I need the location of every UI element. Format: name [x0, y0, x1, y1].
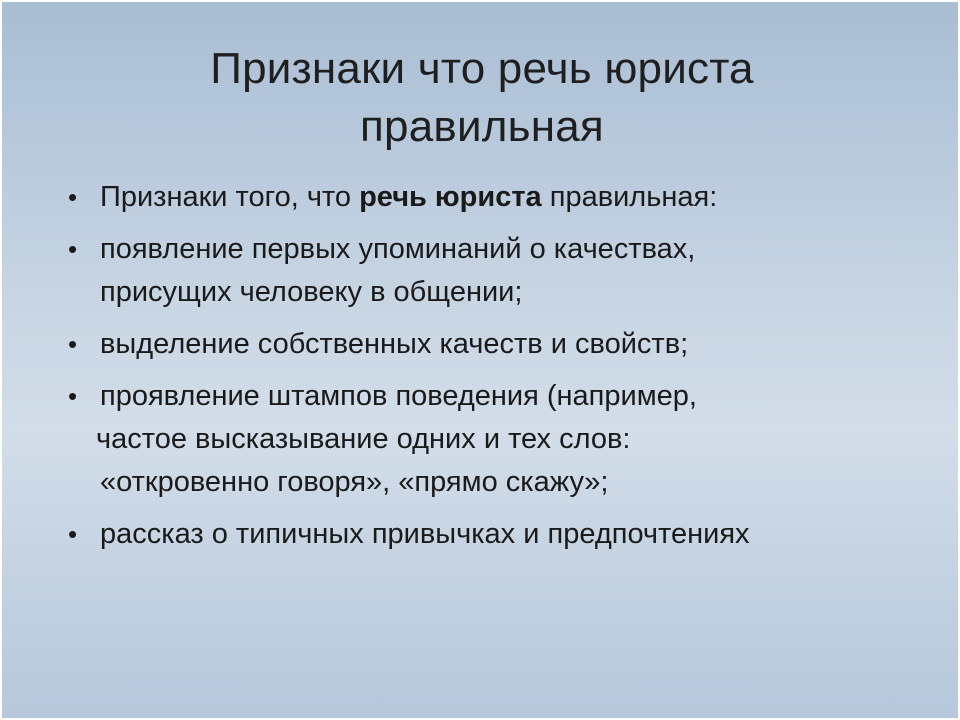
bullet-text-line: проявление штампов поведения (например,	[100, 380, 697, 412]
bullet-item-5	[66, 513, 926, 556]
bullet-text-pre: Признаки того, что	[100, 181, 360, 213]
bullet-item-3	[66, 323, 926, 366]
bullet-text-bold: речь юриста	[359, 181, 542, 213]
bullet-list	[66, 176, 926, 565]
bullet-text-line: появление первых упоминаний о качествах,	[100, 233, 696, 265]
bullet-text-line: рассказ о типичных привычках и предпочтениях	[100, 518, 750, 550]
slide-title-line-2: правильная	[360, 102, 604, 151]
slide-title	[82, 40, 882, 156]
bullet-text-line: «откровенно говоря», «прямо скажу»;	[100, 466, 609, 498]
bullet-text	[100, 176, 926, 219]
bullet-text-post: правильная:	[541, 181, 718, 213]
bullet-icon: •	[68, 182, 78, 212]
bullet-icon: •	[68, 381, 78, 411]
bullet-text-line: присущих человеку в общении;	[100, 276, 523, 308]
bullet-text-line: частое высказывание одних и тех слов:	[96, 423, 631, 455]
bullet-item-2	[66, 228, 926, 314]
slide-title-line-1: Признаки что речь юриста	[210, 44, 754, 93]
bullet-item-1	[66, 176, 926, 219]
bullet-icon: •	[68, 234, 78, 264]
bullet-text-line: выделение собственных качеств и свойств;	[100, 328, 689, 360]
bullet-icon: •	[68, 519, 78, 549]
bullet-icon: •	[68, 329, 78, 359]
bullet-item-4	[66, 375, 926, 504]
